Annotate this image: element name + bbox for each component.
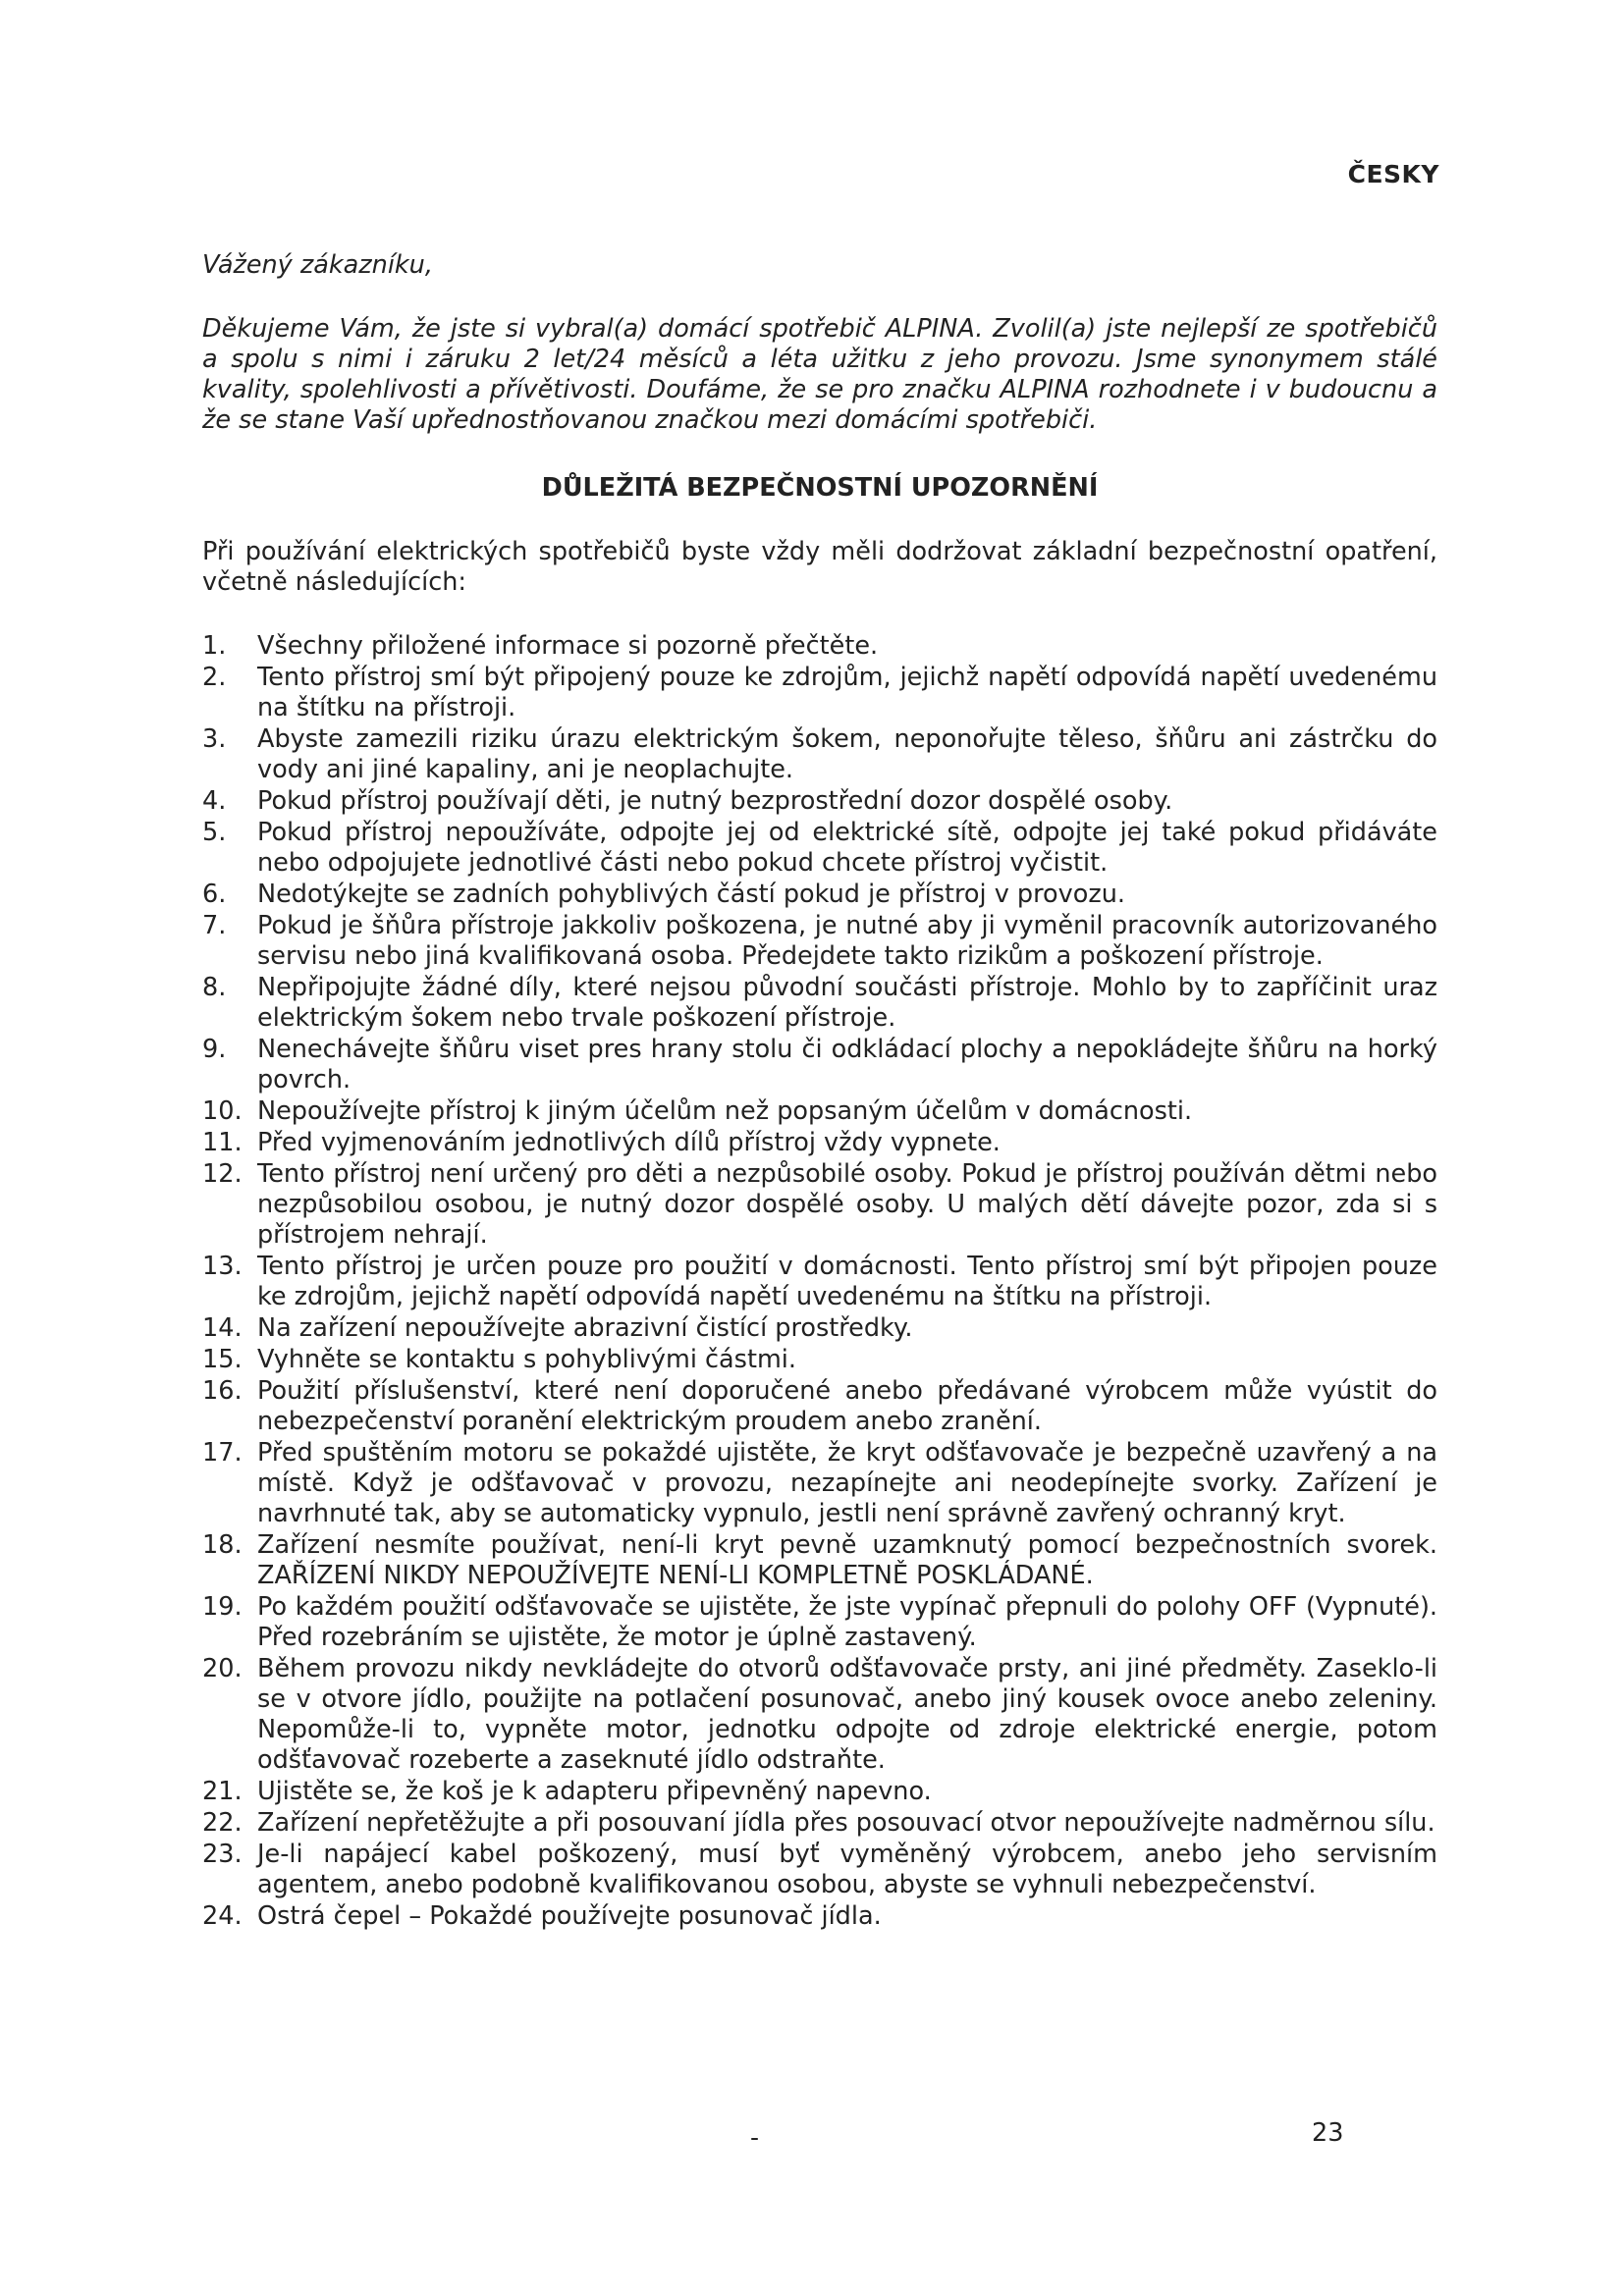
safety-rule: [202, 1438, 1437, 1529]
safety-rule: [202, 1096, 1437, 1127]
rule-number: 22.: [202, 1808, 243, 1838]
safety-rule: [202, 973, 1437, 1034]
rule-text: Všechny přiložené informace si pozorně přečtěte.: [257, 631, 879, 661]
page-number: 23: [1312, 2118, 1344, 2148]
safety-rule: [202, 1376, 1437, 1437]
safety-rule: [202, 1345, 1437, 1375]
footer-dash: -: [750, 2123, 760, 2152]
rule-number: 17.: [202, 1438, 243, 1468]
rule-text: Ujistěte se, že koš je k adapteru připevněný napevno.: [257, 1777, 932, 1806]
safety-rule: [202, 1530, 1437, 1591]
rule-text: Je-li napájecí kabel poškozený, musí byť vyměněný výrobcem, anebo jeho servisním agentem, anebo podobně kvalifikovanou osobou, abyste se vyhnuli nebezpečenství.: [257, 1840, 1437, 1899]
rule-number: 14.: [202, 1313, 243, 1343]
safety-rule: [202, 631, 1437, 662]
safety-rule: [202, 1808, 1437, 1839]
rule-number: 23.: [202, 1840, 243, 1869]
rule-number: 16.: [202, 1376, 243, 1406]
rule-text: Tento přístroj není určený pro děti a nezpůsobilé osoby. Pokud je přístroj používán dětmi nebo nezpůsobilou osobou, je nutný dozor dospělé osoby. U malých dětí dávejte pozor, zda si s přístrojem nehrají.: [257, 1159, 1437, 1250]
rule-number: 20.: [202, 1654, 243, 1683]
safety-rule: [202, 1654, 1437, 1776]
language-label: ČESKY: [1347, 160, 1439, 188]
safety-rule: [202, 911, 1437, 972]
rule-text: Abyste zamezili riziku úrazu elektrickým šokem, neponořujte těleso, šňůru ani zástrčku do vody ani jiné kapaliny, ani je neoplachujte.: [257, 724, 1437, 784]
safety-heading: DŮLEŽITÁ BEZPEČNOSTNÍ UPOZORNĚNÍ: [541, 473, 1099, 503]
safety-rule: [202, 1252, 1437, 1312]
greeting: Vážený zákazníku,: [202, 250, 433, 280]
rule-number: 11.: [202, 1128, 243, 1157]
rule-text: Před vyjmenováním jednotlivých dílů přístroj vždy vypnete.: [257, 1128, 1001, 1157]
rule-number: 21.: [202, 1777, 243, 1806]
rule-text: Vyhněte se kontaktu s pohyblivými částmi.: [257, 1345, 796, 1374]
rule-text: Před spuštěním motoru se pokaždé ujistěte, že kryt odšťavovače je bezpečně uzavřený a na místě. Když je odšťavovač v provozu, nezapínejte ani neodepínejte svorky. Zařízení je navrhnuté tak, aby se automaticky vypnulo, jestli není správně zavřený ochranný kryt.: [257, 1438, 1437, 1528]
rule-number: 3.: [202, 724, 227, 754]
rule-text: Zařízení nepřetěžujte a při posouvaní jídla přes posouvací otvor nepoužívejte nadměrnou sílu.: [257, 1808, 1435, 1838]
safety-rule: [202, 1159, 1437, 1251]
safety-rule: [202, 880, 1437, 910]
rule-number: 7.: [202, 911, 227, 940]
safety-rule: [202, 1313, 1437, 1344]
rule-text: Použití příslušenství, které není doporučené anebo předávané výrobcem může vyústit do nebezpečenství poranění elektrickým proudem anebo zranění.: [257, 1376, 1437, 1436]
rule-number: 18.: [202, 1530, 243, 1560]
rule-number: 9.: [202, 1035, 227, 1064]
safety-rule: [202, 1840, 1437, 1900]
rule-number: 24.: [202, 1901, 243, 1931]
safety-rule: [202, 663, 1437, 723]
document-body: [202, 250, 1437, 1933]
rule-number: 6.: [202, 880, 227, 909]
safety-rule: [202, 1035, 1437, 1095]
rule-text: Na zařízení nepoužívejte abrazivní čistící prostředky.: [257, 1313, 913, 1343]
rule-text: Pokud přístroj nepoužíváte, odpojte jej od elektrické sítě, odpojte jej také pokud přidáváte nebo odpojujete jednotlivé části nebo pokud chcete přístroj vyčistit.: [257, 818, 1437, 878]
rule-text: Nenechávejte šňůru viset pres hrany stolu či odkládací plochy a nepokládejte šňůru na horký povrch.: [257, 1035, 1437, 1095]
safety-rule: [202, 818, 1437, 879]
rule-text: Pokud je šňůra přístroje jakkoliv poškozena, je nutné aby ji vyměnil pracovník autorizovaného servisu nebo jiná kvalifikovaná osoba. Předejdete takto rizikům a poškození přístroje.: [257, 911, 1437, 971]
rule-number: 1.: [202, 631, 227, 661]
rule-number: 15.: [202, 1345, 243, 1374]
rule-text: Pokud přístroj používají děti, je nutný bezprostřední dozor dospělé osoby.: [257, 786, 1173, 816]
rule-number: 8.: [202, 973, 227, 1002]
rule-number: 10.: [202, 1096, 243, 1126]
safety-lead-paragraph: Při používání elektrických spotřebičů byste vždy měli dodržovat základní bezpečnostní opatření, včetně následujících:: [202, 537, 1437, 597]
rule-number: 5.: [202, 818, 227, 847]
rule-number: 2.: [202, 663, 227, 692]
safety-rule: [202, 1592, 1437, 1653]
rule-text: Tento přístroj smí být připojený pouze ke zdrojům, jejichž napětí odpovídá napětí uvedenému na štítku na přístroji.: [257, 663, 1437, 722]
rule-number: 12.: [202, 1159, 243, 1189]
rule-number: 19.: [202, 1592, 243, 1622]
rule-number: 13.: [202, 1252, 243, 1281]
rule-number: 4.: [202, 786, 227, 816]
safety-rule: [202, 1128, 1437, 1158]
rule-text: Zařízení nesmíte používat, není-li kryt pevně uzamknutý pomocí bezpečnostních svorek. ZAŘÍZENÍ NIKDY NEPOUŽÍVEJTE NENÍ-LI KOMPLETNĚ POSKLÁDANÉ.: [257, 1530, 1437, 1590]
safety-rule: [202, 724, 1437, 785]
rule-text: Nepřipojujte žádné díly, které nejsou původní součásti přístroje. Mohlo by to zapříčinit uraz elektrickým šokem nebo trvale poškození přístroje.: [257, 973, 1437, 1033]
safety-rule: [202, 1777, 1437, 1807]
rule-text: Ostrá čepel – Pokaždé používejte posunovač jídla.: [257, 1901, 882, 1931]
safety-rule: [202, 786, 1437, 817]
rule-text: Během provozu nikdy nevkládejte do otvorů odšťavovače prsty, ani jiné předměty. Zaseklo-li se v otvore jídlo, použijte na potlačení posunovač, anebo jiný kousek ovoce anebo zeleniny. Nepomůže-li to, vypněte motor, jednotku odpojte od zdroje elektrické energie, potom odšťavovač rozeberte a zaseknuté jídlo odstraňte.: [257, 1654, 1437, 1775]
rule-text: Tento přístroj je určen pouze pro použití v domácnosti. Tento přístroj smí být připojen pouze ke zdrojům, jejichž napětí odpovídá napětí uvedenému na štítku na přístroji.: [257, 1252, 1437, 1311]
safety-rule: [202, 1901, 1437, 1932]
rule-text: Nepoužívejte přístroj k jiným účelům než popsaným účelům v domácnosti.: [257, 1096, 1193, 1126]
rule-text: Po každém použití odšťavovače se ujistěte, že jste vypínač přepnuli do polohy OFF (Vypnuté). Před rozebráním se ujistěte, že motor je úplně zastavený.: [257, 1592, 1437, 1652]
rule-text: Nedotýkejte se zadních pohyblivých částí pokud je přístroj v provozu.: [257, 880, 1125, 909]
intro-paragraph: Děkujeme Vám, že jste si vybral(a) domácí spotřebič ALPINA. Zvolil(a) jste nejlepší ze spotřebičů a spolu s nimi i záruku 2 let/24 měsíců a léta užitku z jeho provozu. Jsme synonymem stálé kvality, spolehlivosti a přívětivosti. Doufáme, že se pro značku ALPINA rozhodnete i v budoucnu a že se stane Vaší upřednostňovanou značkou mezi domácími spotřebiči.: [202, 314, 1437, 435]
safety-rules-list: [202, 631, 1437, 1932]
